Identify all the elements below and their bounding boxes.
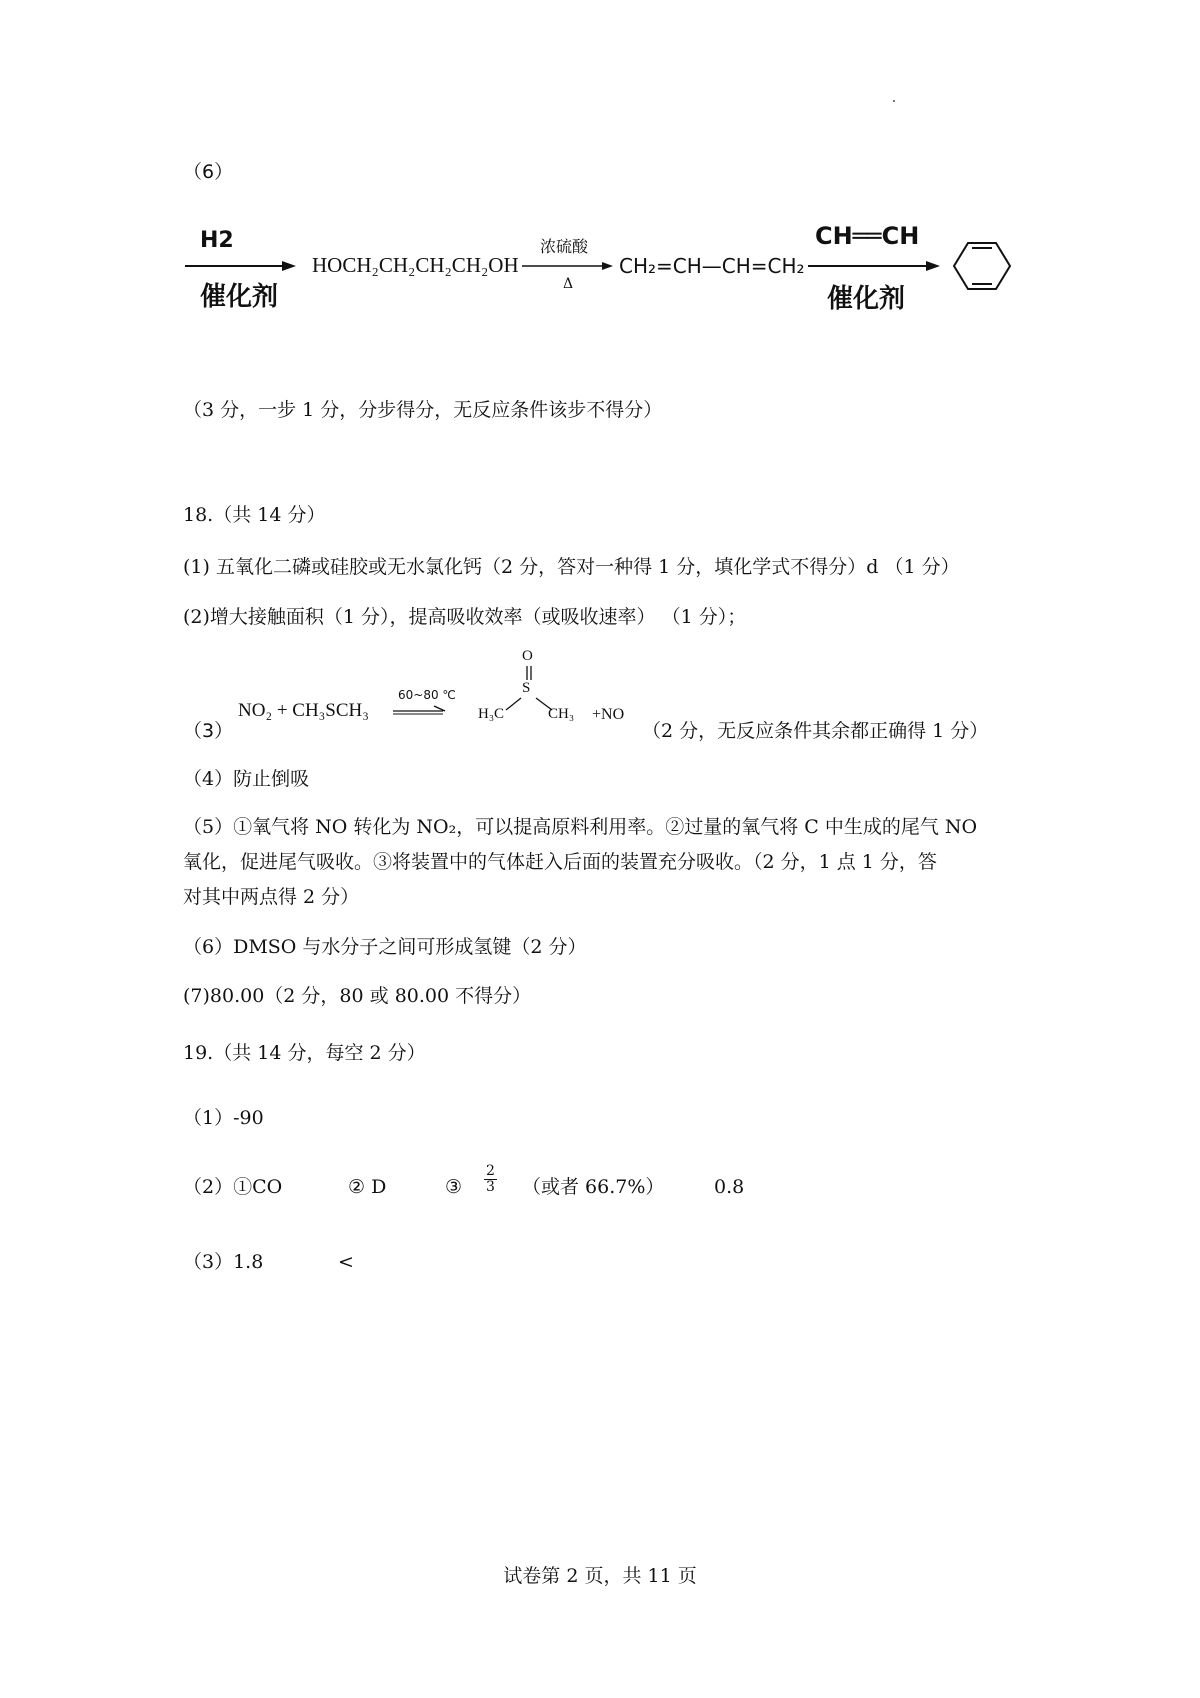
q18-answer-5-line3: 对其中两点得 2 分） xyxy=(183,886,360,908)
dmso-condition: 60~80 ℃ xyxy=(398,688,456,702)
q19-answer-3-part1: （3）1.8 xyxy=(183,1251,264,1273)
step3-reagent: CH══CH xyxy=(815,222,920,250)
q18-answer-2: (2)增大接触面积（1 分），提高吸收效率（或吸收速率） （1 分）； xyxy=(183,606,747,628)
q18-answer-1: (1) 五氧化二磷或硅胶或无水氯化钙（2 分，答对一种得 1 分，填化学式不得分）d （1 分） xyxy=(183,556,960,578)
step2-reagent: 浓硫酸 xyxy=(540,237,589,256)
dmso-methyl-right: CH₃ xyxy=(548,706,575,722)
q19-answer-2-part2: ② D xyxy=(348,1176,387,1198)
dmso-reaction xyxy=(238,648,638,734)
q18-answer-5-line1: （5）①氧气将 NO 转化为 NO₂，可以提高原料利用率。②过量的氧气将 C 中生成的尾气 NO xyxy=(183,816,978,838)
q19-answer-1: （1）-90 xyxy=(183,1107,264,1129)
fraction-denominator: 3 xyxy=(486,1179,495,1195)
step1-reagent: H2 xyxy=(200,228,234,253)
q18-answer-3-label: （3） xyxy=(183,720,234,742)
q18-answer-3-note: （2 分，无反应条件其余都正确得 1 分） xyxy=(642,720,989,742)
q17-part6-label: （6） xyxy=(183,161,234,183)
butanediol-formula: HOCH₂CH₂CH₂CH₂OH xyxy=(312,253,519,277)
q18-answer-7: (7)80.00（2 分，80 或 80.00 不得分） xyxy=(183,985,532,1007)
cyclohexadiene-ring-icon xyxy=(954,243,1010,289)
synthesis-route xyxy=(170,210,1020,320)
q19-answer-2-part1: （2）①CO xyxy=(183,1176,283,1198)
q18-answer-4: （4）防止倒吸 xyxy=(183,768,310,790)
q19-answer-2-fraction xyxy=(478,1164,503,1195)
dmso-sulfur: S xyxy=(522,680,531,696)
step3-catalyst: 催化剂 xyxy=(827,284,906,314)
step2-heat: Δ xyxy=(563,276,574,292)
q19-answer-2-alt: （或者 66.7%） xyxy=(522,1176,665,1198)
q17-scoring-note: （3 分，一步 1 分，分步得分，无反应条件该步不得分） xyxy=(183,399,663,421)
q18-answer-6: （6）DMSO 与水分子之间可形成氢键（2 分） xyxy=(183,936,587,958)
step1-catalyst: 催化剂 xyxy=(200,282,279,312)
dmso-byproduct: +NO xyxy=(592,706,625,723)
dmso-reactants: NO₂ + CH₃SCH₃ xyxy=(238,700,369,721)
butadiene-formula: CH₂=CH—CH=CH₂ xyxy=(619,254,805,278)
q18-answer-5-line2: 氧化，促进尾气吸收。③将装置中的气体赶入后面的装置充分吸收。（2 分，1 点 1 分，答 xyxy=(183,851,937,873)
q19-heading: 19.（共 14 分，每空 2 分） xyxy=(183,1042,426,1064)
q18-heading: 18.（共 14 分） xyxy=(183,504,326,526)
page-footer: 试卷第 2 页，共 11 页 xyxy=(503,1565,697,1587)
q19-answer-2-part3: ③ xyxy=(445,1176,463,1198)
q19-answer-2-part4: 0.8 xyxy=(714,1176,745,1198)
dmso-methyl-left: H₃C xyxy=(478,706,505,722)
q19-answer-3-part2: < xyxy=(338,1251,354,1273)
scan-speck xyxy=(893,100,895,102)
fraction-numerator: 2 xyxy=(486,1163,495,1179)
dmso-oxygen: O xyxy=(522,648,533,664)
